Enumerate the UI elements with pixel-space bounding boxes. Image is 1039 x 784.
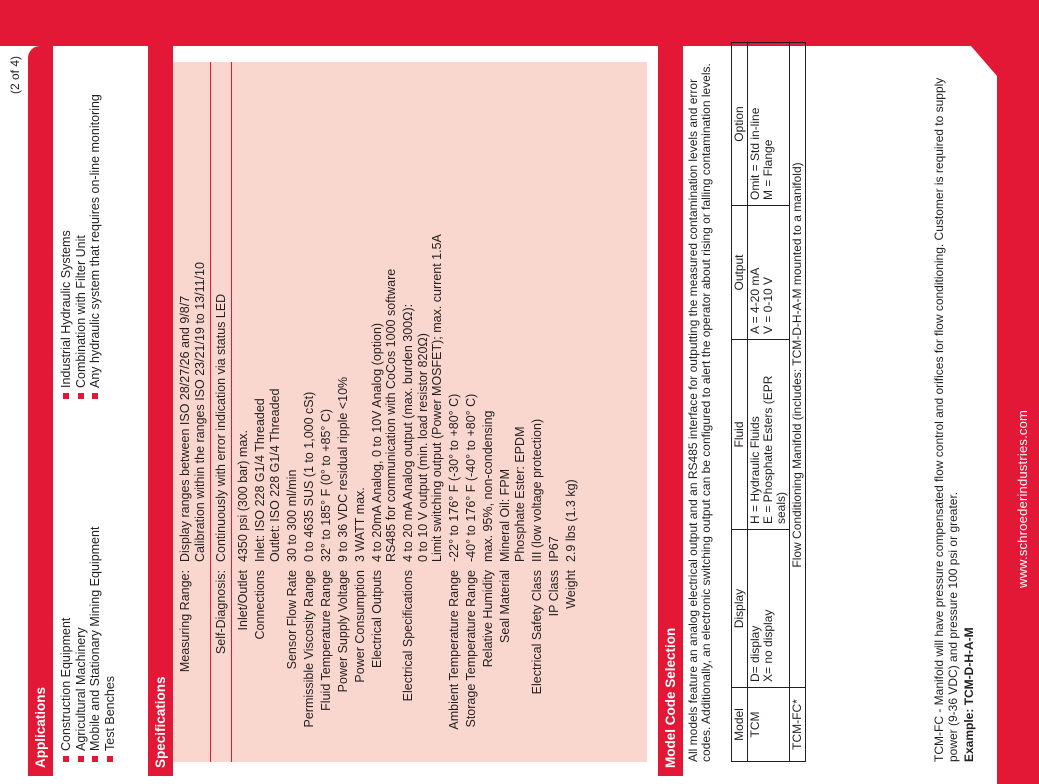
spec-value: -22° to 176° F (-30° to +80° C)	[447, 393, 461, 562]
spec-values	[547, 62, 562, 562]
model-code-table	[731, 42, 806, 762]
specifications-table	[178, 62, 581, 762]
spec-value: Inlet: ISO 228 G1/4 Threaded	[253, 398, 267, 562]
square-bullet-icon	[92, 756, 98, 762]
list-item-text: Any hydraulic system that requires on-line monitoring	[88, 94, 102, 388]
list-item-text: Agricultural Machinery	[73, 627, 88, 751]
square-bullet-icon	[63, 756, 69, 762]
spec-row-sensor-flow-rate	[285, 62, 300, 762]
spec-label: Inlet/Outlet	[236, 570, 250, 631]
spec-value: 4350 psi (300 bar) max.	[236, 429, 250, 562]
output-cell	[748, 206, 790, 340]
spec-label: Permissible Viscosity Range	[301, 570, 316, 728]
spec-values	[285, 62, 300, 562]
spec-values	[178, 62, 207, 562]
spec-value: Limit switching output (Power MOSFET); max. current 1.5A	[430, 234, 444, 562]
spec-label: Power Supply Voltage	[335, 570, 350, 693]
spec-label: Ambient Temperature Range	[447, 570, 461, 730]
self-diagnosis-box	[210, 62, 233, 762]
column-header: Fluid	[732, 340, 748, 530]
square-bullet-icon	[78, 756, 84, 762]
display-cell	[748, 530, 790, 688]
spec-values	[401, 62, 445, 562]
spec-values	[319, 62, 334, 562]
list-item-text: Test Benches	[102, 675, 117, 751]
model-code-note: TCM-FC - Manifold will have pressure compensated flow control and orifices for flow conditioning. Customer is required to supply power (9-36 VDC) and pressure 100 psi or greater.	[932, 77, 960, 762]
model-cell	[748, 688, 790, 762]
square-bullet-icon	[78, 393, 84, 399]
list-item-text: Combination with Filter Unit	[73, 235, 88, 388]
list-item-text: Industrial Hydraulic Systems	[59, 230, 73, 388]
spec-label: Measuring Range:	[178, 570, 192, 673]
column-header: Model	[732, 688, 748, 762]
spec-value: -40° to 176° F (-40° to +80° C)	[464, 393, 478, 562]
cell-text: TCM	[748, 711, 762, 738]
spec-value: max. 95%, non-condensing	[481, 410, 495, 562]
spec-values	[564, 62, 579, 562]
spec-row-electrical-specifications	[401, 62, 445, 762]
spec-values	[447, 62, 462, 562]
spec-label: Connections	[253, 570, 267, 640]
spec-values	[353, 62, 368, 562]
list-item	[103, 527, 118, 762]
cell-line: M = Flange	[761, 139, 775, 200]
spec-values	[302, 62, 317, 562]
table-row	[790, 43, 806, 762]
table-row	[748, 43, 790, 762]
applications-list-left	[59, 527, 117, 762]
spec-value: Continuously with error indication via status LED	[213, 293, 228, 562]
spec-row-power-supply-voltage	[336, 62, 351, 762]
cell-line: V = 0-10 V	[761, 276, 775, 334]
spec-value: Calibration within the ranges ISO 23/21/19 to 13/11/10	[192, 262, 207, 562]
spec-values	[464, 62, 479, 562]
spec-row-self-diagnosis	[214, 62, 229, 762]
spec-row-storage-temperature	[464, 62, 479, 762]
spec-row-electrical-safety-class	[530, 62, 545, 762]
table-header-row	[732, 43, 748, 762]
spec-value: III (low voltage protection)	[529, 418, 544, 562]
spec-value: 0 to 10 V output (min. load resistor 820Ω)	[415, 333, 430, 562]
column-header: Option	[732, 43, 748, 206]
spec-row-electrical-outputs	[370, 62, 399, 762]
spec-label: Weight	[563, 570, 578, 609]
cell-line: D= display	[748, 625, 762, 682]
column-header: Display	[732, 530, 748, 688]
spec-row-ip-class	[547, 62, 562, 762]
spec-row-connections	[253, 62, 282, 762]
spec-value: 0 to 4635 SUS (1 to 1,000 cSt)	[301, 391, 316, 562]
spec-value: IP67	[546, 536, 561, 562]
spec-label: Relative Humidity	[481, 570, 495, 668]
list-item	[74, 527, 89, 762]
spec-values	[530, 62, 545, 562]
spec-label: IP Class	[546, 570, 561, 617]
spec-label: Electrical Safety Class	[529, 570, 544, 695]
spec-value: 3 WATT max.	[352, 487, 367, 562]
list-item	[59, 94, 74, 399]
cell-line: A = 4-20 mA	[748, 267, 762, 334]
spec-value: 4 to 20mA Analog, 0 to 10V Analog (option)	[369, 322, 384, 562]
spec-value: 32° to 185° F (0° to +85° C)	[318, 408, 333, 562]
square-bullet-icon	[107, 756, 113, 762]
list-item-text: Construction Equipment	[59, 617, 73, 751]
spec-row-seal-material	[498, 62, 527, 762]
footer-notch	[971, 46, 997, 76]
spec-values	[214, 62, 229, 562]
list-item	[59, 527, 74, 762]
spec-value: 4 to 20 mA Analog output (max. burden 300Ω):	[401, 303, 415, 562]
list-item	[88, 94, 103, 399]
spec-values	[498, 62, 527, 562]
applications-heading: Applications	[28, 46, 53, 776]
spec-values	[481, 62, 496, 562]
spec-label: Sensor Flow Rate	[284, 570, 299, 670]
spec-row-power-consumption	[353, 62, 368, 762]
website-url[interactable]: www.schroederindustries.com	[1015, 409, 1030, 588]
cell-text: Flow Conditioning Manifold (includes: TCM-D-H-A-M mounted to a manifold)	[790, 162, 804, 568]
spec-values	[336, 62, 351, 562]
spec-row-weight	[564, 62, 579, 762]
model-code-intro: All models feature an analog electrical output and an RS485 interface for outputting the measured contamination levels and error codes. Additionally, an electronic switching output can be configured to alert the operator about rising or falling contamination levels.	[686, 63, 713, 762]
applications-list-right	[59, 94, 103, 399]
spec-label: Power Consumption	[352, 570, 367, 683]
model-cell	[790, 688, 806, 762]
spec-label: Fluid Temperature Range	[318, 570, 333, 711]
model-code-heading: Model Code Selection	[658, 31, 683, 776]
spec-row-measuring-range	[178, 62, 207, 762]
spec-values	[370, 62, 399, 562]
model-code-example: Example: TCM-D-H-A-M	[962, 627, 976, 762]
cell-line: Omit = Std in-line	[748, 107, 762, 200]
list-item-text: Mobile and Stationary Mining Equipment	[88, 526, 102, 751]
cell-text: TCM-FC*	[790, 699, 804, 750]
spec-value: 2.9 lbs (1.3 kg)	[563, 479, 578, 562]
spec-values	[236, 62, 251, 562]
spec-value: 9 to 36 VDC residual ripple <10%	[335, 376, 350, 562]
spec-value: RS485 for communication with CoCos 1000 software	[384, 268, 398, 562]
spec-label: Self-Diagnosis:	[213, 570, 228, 655]
square-bullet-icon	[92, 393, 98, 399]
spec-value: Phosphate Ester: EPDM	[512, 426, 527, 562]
cell-line: H = Hydraulic Fluids	[748, 416, 762, 524]
cell-line: X= no display	[761, 609, 775, 682]
spec-label: Electrical Outputs	[369, 570, 384, 668]
spec-row-fluid-temperature	[319, 62, 334, 762]
specifications-heading: Specifications	[148, 22, 173, 776]
fluid-cell	[748, 340, 790, 530]
option-cell	[748, 43, 790, 206]
column-header: Output	[732, 206, 748, 340]
spec-values	[253, 62, 282, 562]
spec-row-relative-humidity	[481, 62, 496, 762]
description-cell	[790, 43, 806, 688]
spec-label: Storage Temperature Range	[464, 570, 478, 728]
spec-row-ambient-temperature	[447, 62, 462, 762]
spec-value: 30 to 300 ml/min	[284, 469, 299, 562]
spec-label: Seal Material	[498, 570, 512, 643]
spec-label: Electrical Specifications	[401, 570, 415, 702]
list-item	[88, 527, 103, 762]
spec-value: Display ranges between ISO 28/27/26 and 9/8/7	[178, 295, 192, 562]
page-number: (2 of 4)	[8, 55, 22, 94]
spec-row-inlet-outlet	[236, 62, 251, 762]
cell-line: E = Phosphate Esters (EPR seals)	[761, 375, 788, 524]
spec-value: Outlet: ISO 228 G1/4 Threaded	[267, 388, 282, 562]
footer-band	[997, 0, 1039, 784]
square-bullet-icon	[63, 393, 69, 399]
spec-value: Mineral Oil: FPM	[498, 468, 512, 562]
spec-row-viscosity-range	[302, 62, 317, 762]
list-item	[74, 94, 89, 399]
